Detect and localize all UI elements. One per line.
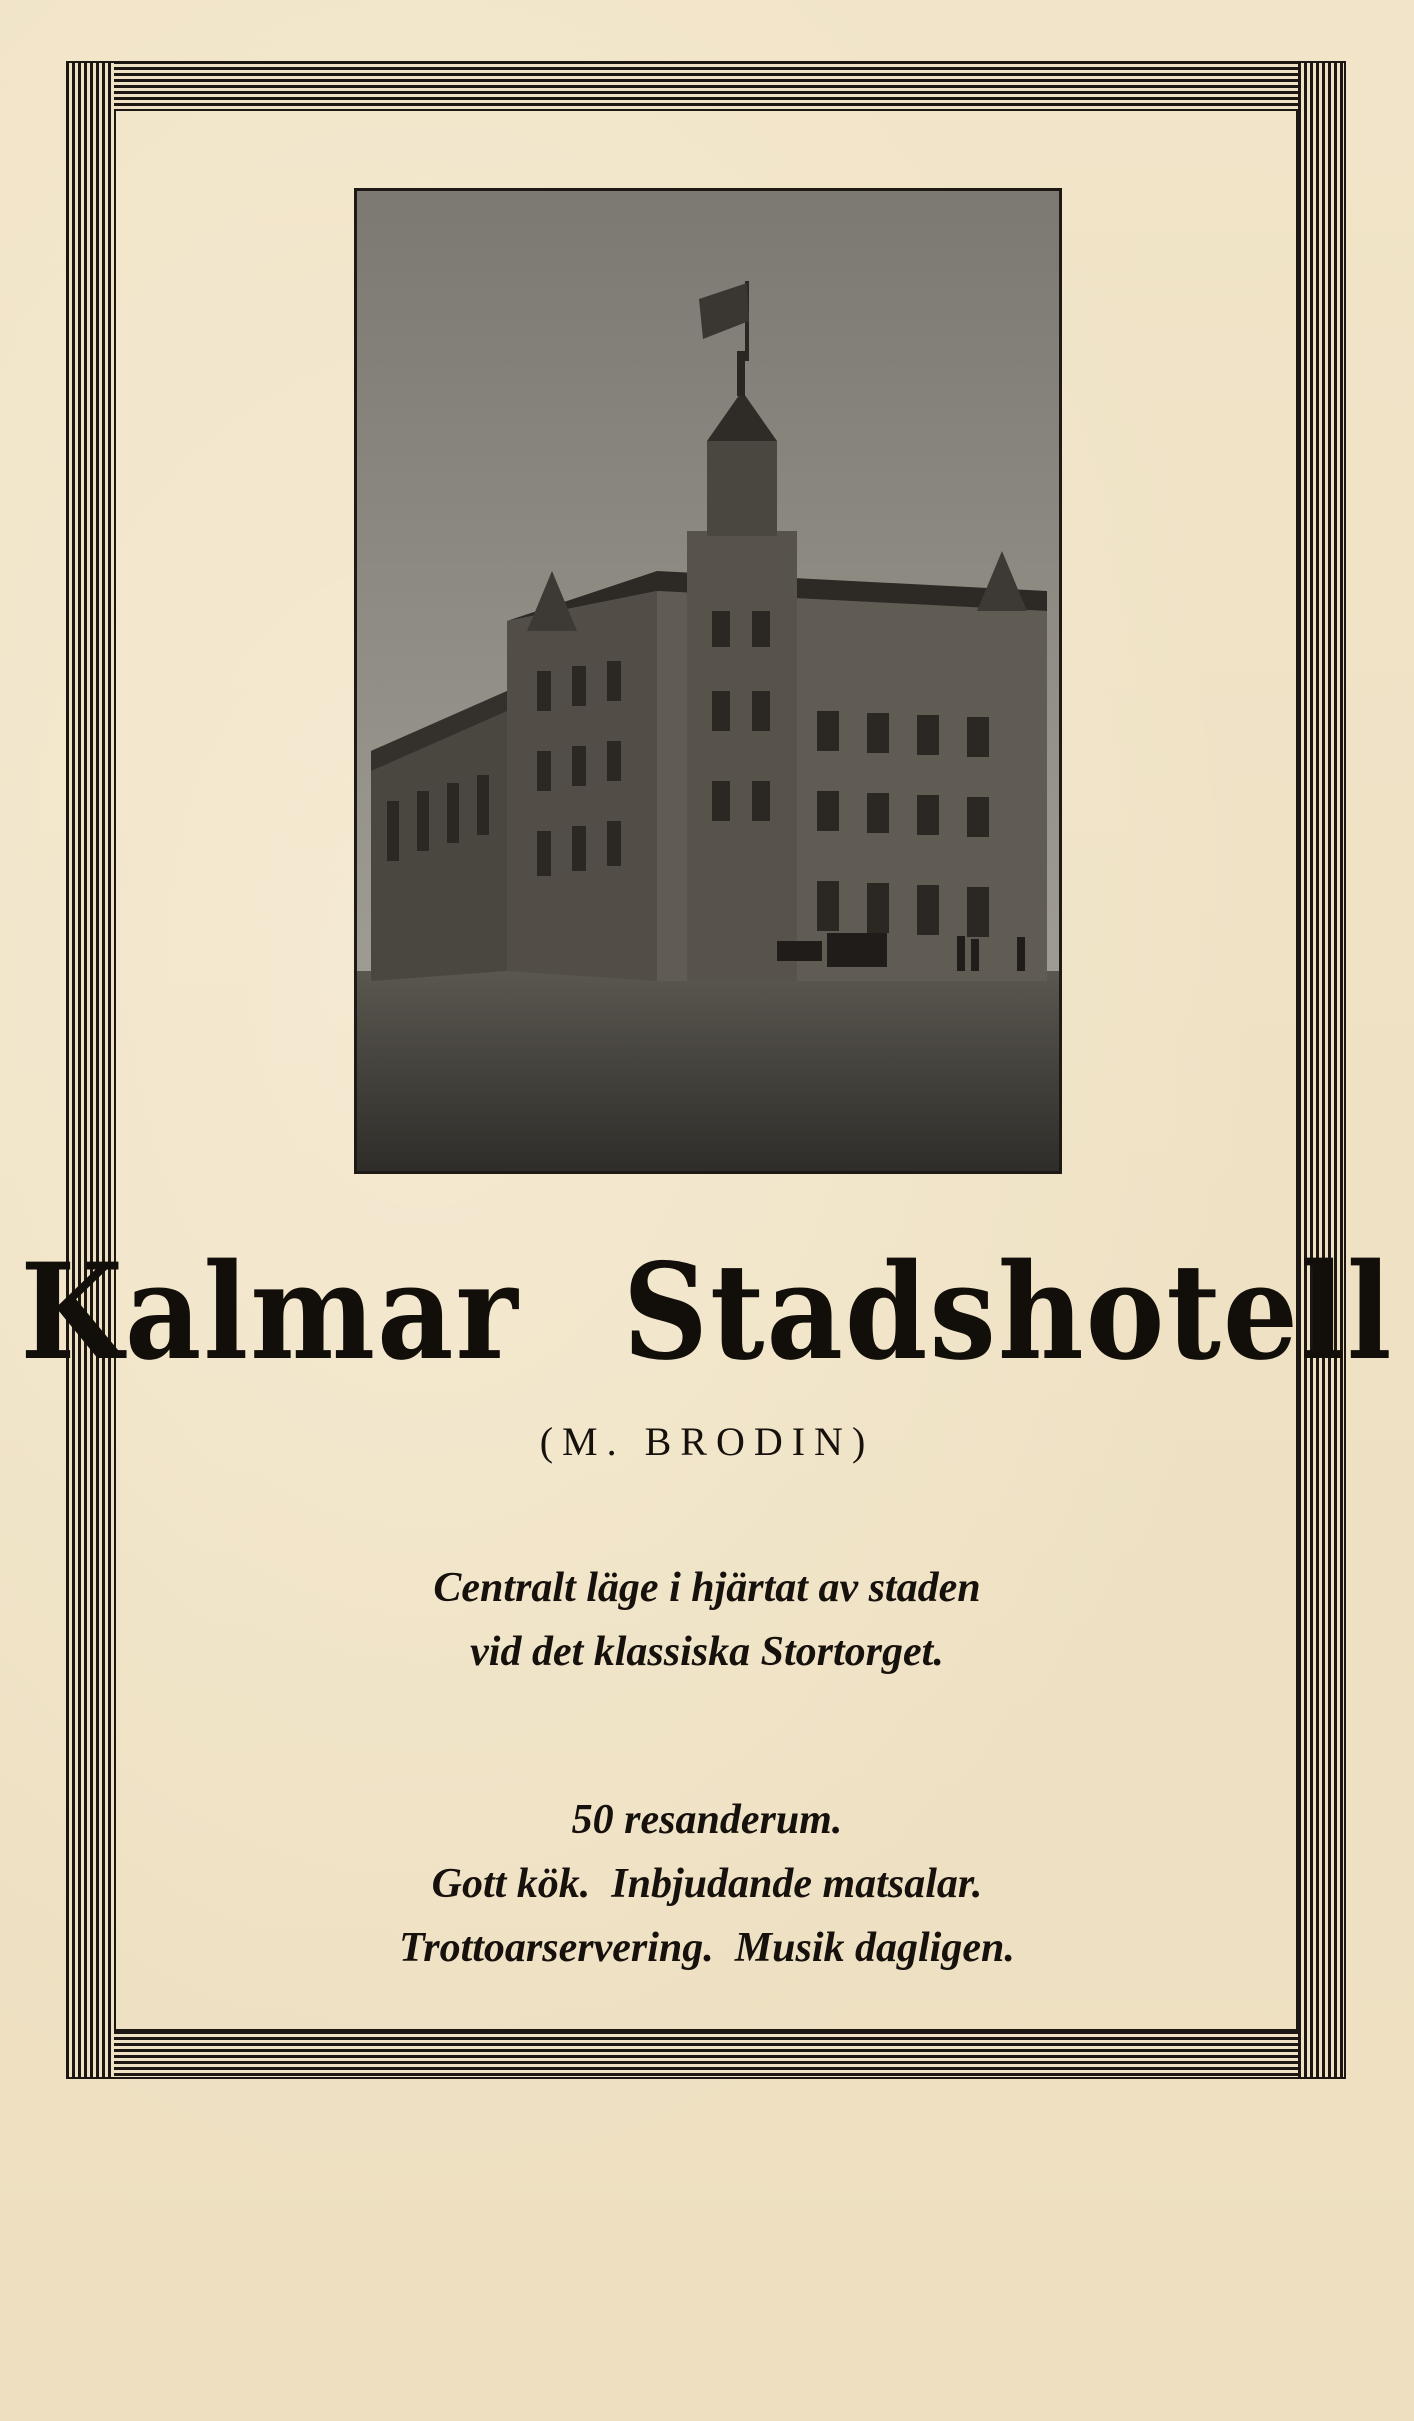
- hotel-building-photograph: [354, 188, 1062, 1174]
- location-line: Centralt läge i hjärtat av staden: [433, 1565, 981, 1611]
- proprietor-name: (M. BRODIN): [539, 1419, 875, 1464]
- amenity-line: Trottoarservering. Musik dagligen.: [399, 1925, 1015, 1971]
- location-line: vid det klassiska Stortorget.: [470, 1629, 944, 1675]
- amenity-line: 50 resanderum.: [571, 1797, 843, 1843]
- amenity-line: Gott kök. Inbjudande matsalar.: [431, 1861, 983, 1907]
- hotel-name-heading: Kalmar Stadshotell: [20, 1233, 1394, 1390]
- location-description: [0, 1556, 1414, 1684]
- amenities-description: [0, 1788, 1414, 1980]
